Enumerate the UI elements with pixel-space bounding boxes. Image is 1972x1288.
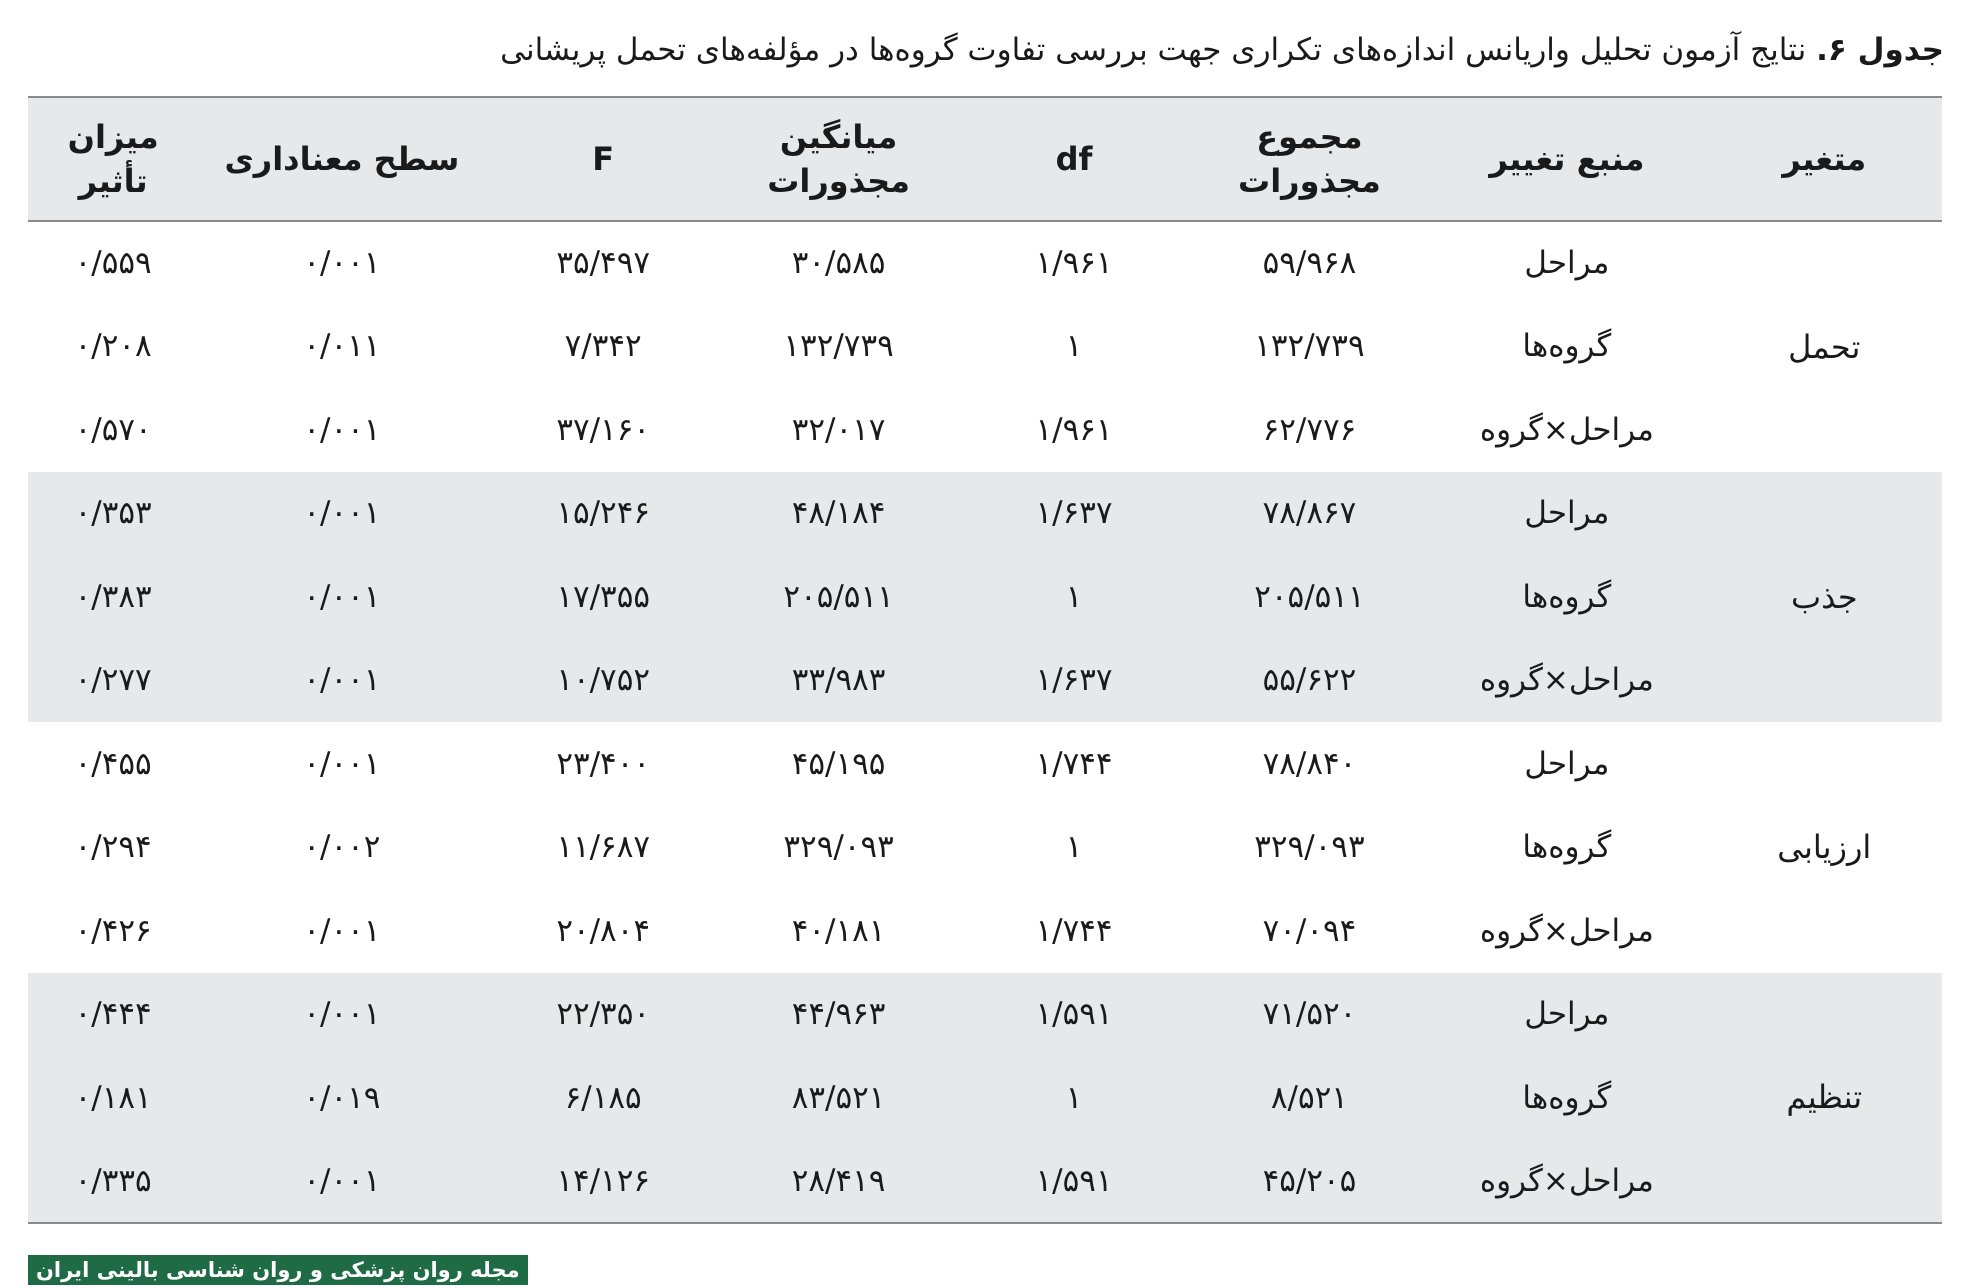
ms-cell: ۳۰/۵۸۵ (791, 245, 886, 282)
eta-cell: ۰/۵۷۰ (74, 411, 152, 448)
table-row (28, 722, 1942, 806)
f-cell: ۳۵/۴۹۷ (556, 245, 651, 282)
ms-cell: ۳۳/۹۸۳ (791, 662, 886, 699)
anova-table-container (28, 96, 1942, 1224)
source-cell: مراحل (1524, 996, 1610, 1033)
eta-cell: ۰/۲۹۴ (74, 829, 152, 866)
ss-cell: ۱۳۲/۷۳۹ (1254, 328, 1365, 365)
source-cell: گروه‌ها (1522, 328, 1612, 365)
ms-cell: ۴۰/۱۸۱ (791, 912, 886, 949)
variable-cell: جذب (1790, 577, 1858, 616)
table-header-row (28, 97, 1942, 221)
f-cell: ۱۷/۳۵۵ (556, 578, 651, 615)
sig-cell: ۰/۰۰۱ (303, 411, 381, 448)
table-caption (28, 28, 1944, 72)
variable-cell: تنظیم (1786, 1078, 1863, 1117)
header-f: F (592, 140, 615, 178)
source-cell: مراحل (1524, 495, 1610, 532)
eta-cell: ۰/۴۴۴ (74, 996, 152, 1033)
sig-cell: ۰/۰۰۱ (303, 912, 381, 949)
header-mean-squares-line1: میانگین (779, 118, 898, 156)
variable-cell: تحمل (1788, 327, 1861, 366)
header-sum-squares-line1: مجموع (1256, 118, 1363, 156)
f-cell: ۱۵/۲۴۶ (556, 495, 651, 532)
table-row (28, 388, 1942, 472)
header-sum-squares-line2: مجذورات (1238, 162, 1381, 200)
f-cell: ۷/۳۴۲ (564, 328, 642, 365)
header-variable: متغیر (1782, 140, 1867, 178)
df-cell: ۱/۶۳۷ (1035, 495, 1113, 532)
ss-cell: ۷۱/۵۲۰ (1262, 996, 1357, 1033)
ss-cell: ۷۸/۸۴۰ (1262, 745, 1357, 782)
table-row (28, 889, 1942, 973)
sig-cell: ۰/۰۱۱ (303, 328, 381, 365)
f-cell: ۲۰/۸۰۴ (556, 912, 651, 949)
df-cell: ۱/۹۶۱ (1035, 245, 1113, 282)
ms-cell: ۴۴/۹۶۳ (791, 996, 886, 1033)
header-df: df (1055, 140, 1093, 178)
df-cell: ۱/۷۴۴ (1035, 745, 1113, 782)
source-cell: مراحل (1524, 745, 1610, 782)
variable-cell: ارزیابی (1777, 828, 1872, 867)
caption-text: نتایج آزمون تحلیل واریانس اندازه‌های تکراری جهت بررسی تفاوت گروه‌ها در مؤلفه‌های تحمل پریشانی (500, 32, 1807, 68)
ss-cell: ۶۲/۷۷۶ (1262, 411, 1357, 448)
df-cell: ۱/۶۳۷ (1035, 662, 1113, 699)
source-cell: گروه‌ها (1522, 578, 1612, 615)
df-cell: ۱ (1065, 829, 1083, 866)
ms-cell: ۳۲۹/۰۹۳ (783, 829, 894, 866)
eta-cell: ۰/۲۷۷ (74, 662, 152, 699)
sig-cell: ۰/۰۰۱ (303, 578, 381, 615)
header-sum-squares (1192, 97, 1427, 221)
f-cell: ۱۴/۱۲۶ (556, 1162, 651, 1199)
sig-cell: ۰/۰۰۱ (303, 745, 381, 782)
ms-cell: ۲۰۵/۵۱۱ (783, 578, 894, 615)
table-row (28, 1056, 1942, 1140)
ss-cell: ۴۵/۲۰۵ (1262, 1162, 1357, 1199)
journal-logo: مجله روان پزشکی و روان شناسی بالینی ایران (28, 1255, 528, 1285)
table-row (28, 221, 1942, 305)
table-row (28, 472, 1942, 556)
eta-cell: ۰/۴۵۵ (74, 745, 152, 782)
ss-cell: ۳۲۹/۰۹۳ (1254, 829, 1365, 866)
source-cell: گروه‌ها (1522, 829, 1612, 866)
ss-cell: ۷۰/۰۹۴ (1262, 912, 1357, 949)
source-cell: مراحل×گروه (1479, 411, 1654, 448)
df-cell: ۱/۵۹۱ (1035, 1162, 1113, 1199)
df-cell: ۱/۹۶۱ (1035, 411, 1113, 448)
df-cell: ۱/۷۴۴ (1035, 912, 1113, 949)
ms-cell: ۸۳/۵۲۱ (791, 1079, 886, 1116)
source-cell: گروه‌ها (1522, 1079, 1612, 1116)
f-cell: ۱۱/۶۸۷ (556, 829, 651, 866)
df-cell: ۱ (1065, 1079, 1083, 1116)
eta-cell: ۰/۴۲۶ (74, 912, 152, 949)
header-effect-size: میزان تأثیر (67, 118, 159, 200)
header-source: منبع تغییر (1489, 140, 1645, 178)
ms-cell: ۴۸/۱۸۴ (791, 495, 886, 532)
f-cell: ۱۰/۷۵۲ (556, 662, 651, 699)
ms-cell: ۴۵/۱۹۵ (791, 745, 886, 782)
ms-cell: ۲۸/۴۱۹ (791, 1162, 886, 1199)
eta-cell: ۰/۳۸۳ (74, 578, 152, 615)
sig-cell: ۰/۰۱۹ (303, 1079, 381, 1116)
f-cell: ۳۷/۱۶۰ (556, 411, 651, 448)
ss-cell: ۲۰۵/۵۱۱ (1254, 578, 1365, 615)
header-mean-squares (721, 97, 956, 221)
ss-cell: ۵۵/۶۲۲ (1262, 662, 1357, 699)
source-cell: مراحل×گروه (1479, 912, 1654, 949)
eta-cell: ۰/۳۵۳ (74, 495, 152, 532)
table-row (28, 555, 1942, 639)
f-cell: ۲۲/۳۵۰ (556, 996, 651, 1033)
anova-table (28, 96, 1942, 1224)
source-cell: مراحل×گروه (1479, 1162, 1654, 1199)
ms-cell: ۱۳۲/۷۳۹ (783, 328, 894, 365)
df-cell: ۱ (1065, 578, 1083, 615)
f-cell: ۲۳/۴۰۰ (556, 745, 651, 782)
eta-cell: ۰/۱۸۱ (74, 1079, 152, 1116)
sig-cell: ۰/۰۰۱ (303, 996, 381, 1033)
eta-cell: ۰/۳۳۵ (74, 1162, 152, 1199)
df-cell: ۱/۵۹۱ (1035, 996, 1113, 1033)
table-row (28, 806, 1942, 890)
source-cell: مراحل (1524, 245, 1610, 282)
header-mean-squares-line2: مجذورات (767, 162, 910, 200)
group-tolerance (28, 221, 1942, 472)
header-significance: سطح معناداری (224, 140, 460, 178)
group-regulation (28, 973, 1942, 1224)
caption-label: جدول ۶. (1816, 32, 1944, 68)
eta-cell: ۰/۵۵۹ (74, 245, 152, 282)
group-appraisal (28, 722, 1942, 973)
table-row (28, 1140, 1942, 1224)
sig-cell: ۰/۰۰۱ (303, 662, 381, 699)
df-cell: ۱ (1065, 328, 1083, 365)
sig-cell: ۰/۰۰۲ (303, 829, 381, 866)
ms-cell: ۳۲/۰۱۷ (791, 411, 886, 448)
eta-cell: ۰/۲۰۸ (74, 328, 152, 365)
ss-cell: ۵۹/۹۶۸ (1262, 245, 1357, 282)
ss-cell: ۸/۵۲۱ (1270, 1079, 1348, 1116)
group-absorption (28, 472, 1942, 723)
f-cell: ۶/۱۸۵ (564, 1079, 642, 1116)
sig-cell: ۰/۰۰۱ (303, 245, 381, 282)
source-cell: مراحل×گروه (1479, 662, 1654, 699)
table-row (28, 973, 1942, 1057)
sig-cell: ۰/۰۰۱ (303, 1162, 381, 1199)
sig-cell: ۰/۰۰۱ (303, 495, 381, 532)
ss-cell: ۷۸/۸۶۷ (1262, 495, 1357, 532)
table-row (28, 305, 1942, 389)
table-row (28, 639, 1942, 723)
